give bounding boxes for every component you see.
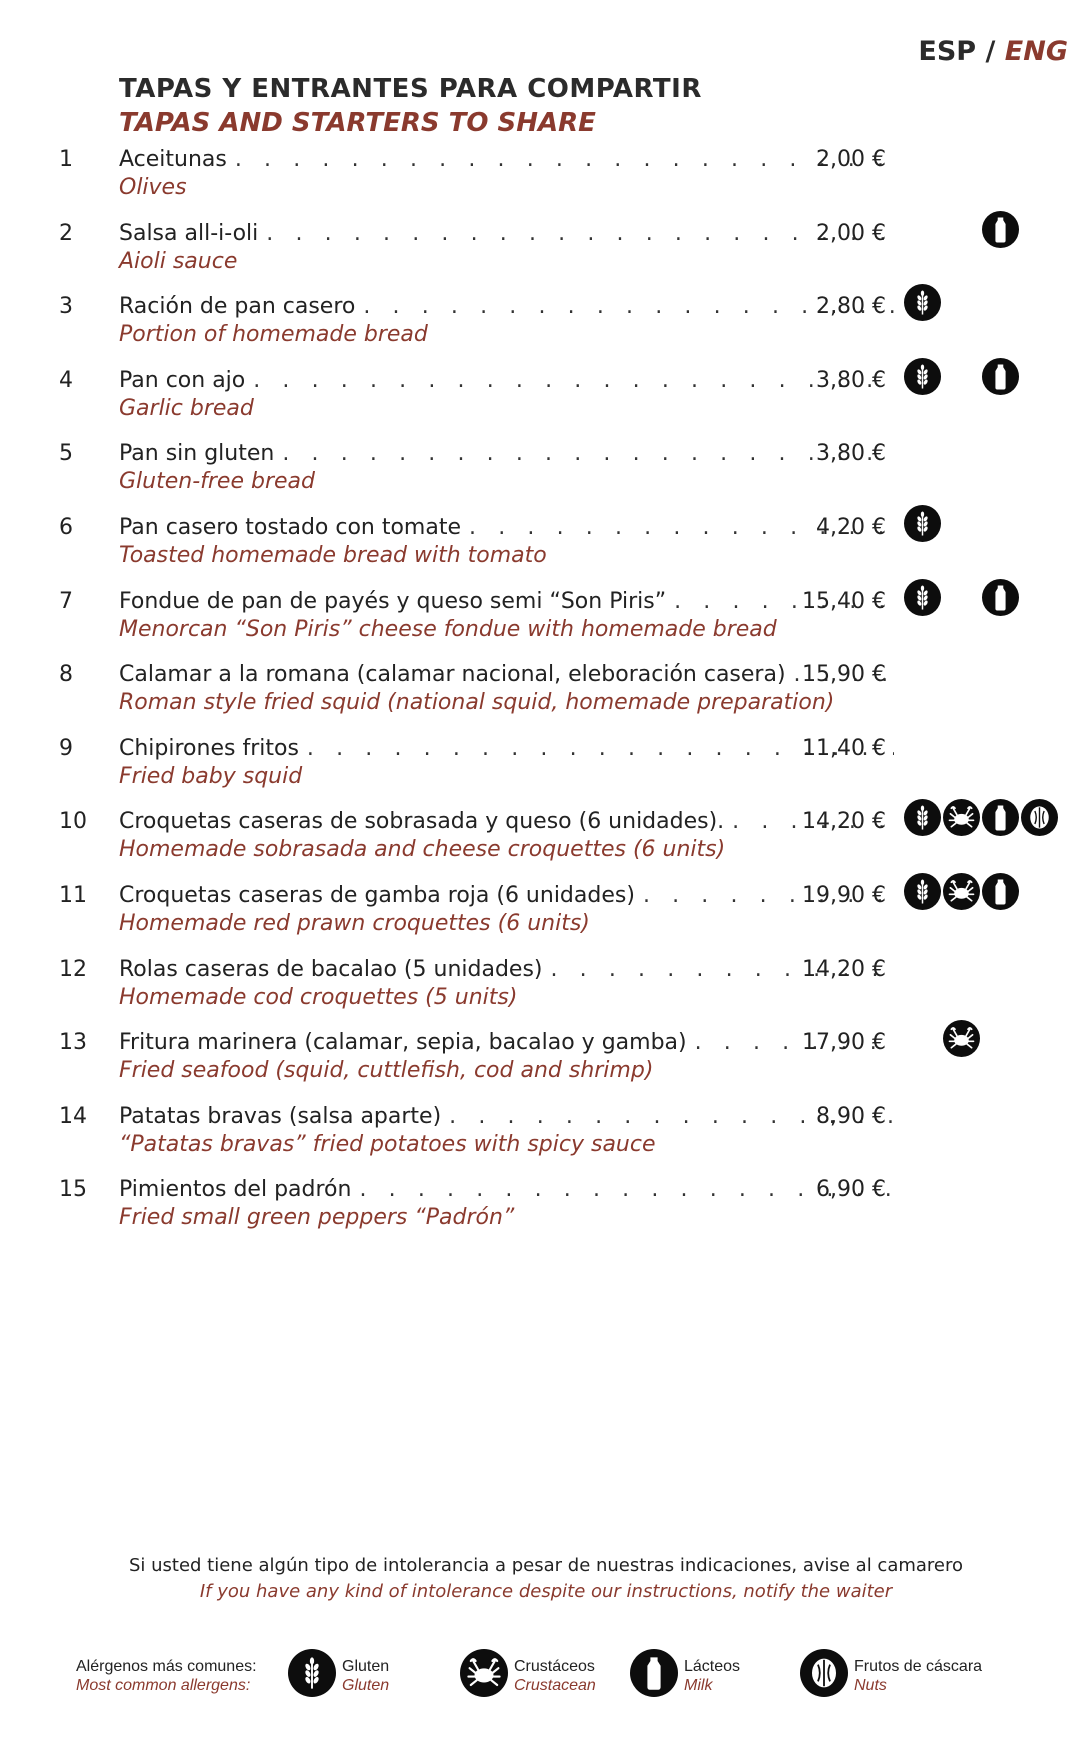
item-name-row bbox=[119, 147, 894, 172]
item-name-row bbox=[119, 957, 894, 982]
language-switch bbox=[918, 36, 1068, 67]
menu-item bbox=[0, 1177, 1092, 1247]
item-translation: Roman style fried squid (national squid, homemade preparation) bbox=[119, 690, 835, 716]
menu-item bbox=[0, 589, 1092, 659]
item-price: 11,40 € bbox=[802, 735, 886, 761]
item-translation: Toasted homemade bread with tomato bbox=[119, 543, 547, 568]
gluten-icon bbox=[904, 873, 941, 910]
lang-separator: / bbox=[985, 36, 996, 67]
item-name-row bbox=[119, 809, 894, 834]
menu-item bbox=[0, 221, 1092, 291]
legend-crustacean-es: Crustáceos bbox=[514, 1658, 595, 1675]
item-name: Aceitunas bbox=[119, 147, 227, 172]
item-allergens bbox=[904, 579, 1064, 619]
lang-esp[interactable]: ESP bbox=[918, 36, 977, 67]
menu-item bbox=[0, 809, 1092, 879]
item-name-row bbox=[119, 589, 894, 614]
menu-item bbox=[0, 883, 1092, 953]
milk-icon bbox=[982, 799, 1019, 836]
item-translation: “Patatas bravas” fried potatoes with spicy sauce bbox=[119, 1131, 656, 1157]
menu-item bbox=[0, 1030, 1092, 1100]
item-number: 9 bbox=[59, 735, 73, 761]
menu-item bbox=[0, 736, 1092, 806]
item-translation: Fried baby squid bbox=[119, 763, 303, 789]
item-name-row bbox=[119, 1177, 894, 1202]
item-name: Rolas caseras de bacalao (5 unidades) bbox=[119, 956, 543, 982]
legend-crustacean-en: Crustacean bbox=[514, 1677, 596, 1694]
item-name-row bbox=[119, 221, 894, 246]
milk-icon bbox=[982, 873, 1019, 910]
allergen-legend bbox=[0, 1649, 1092, 1699]
item-price: 2,80 € bbox=[816, 294, 886, 320]
crustacean-icon bbox=[943, 1020, 980, 1057]
item-name: Ración de pan casero bbox=[119, 294, 356, 320]
legend-gluten-en: Gluten bbox=[342, 1677, 390, 1694]
item-translation: Fried seafood (squid, cuttlefish, cod and shrimp) bbox=[119, 1058, 654, 1084]
menu-item bbox=[0, 294, 1092, 364]
item-price: 6,90 € bbox=[816, 1177, 886, 1203]
section-title-en: TAPAS AND STARTERS TO SHARE bbox=[119, 108, 596, 138]
item-number: 1 bbox=[59, 147, 73, 172]
gluten-icon bbox=[904, 284, 941, 321]
item-price: 2,00 € bbox=[816, 220, 886, 246]
item-allergens bbox=[904, 1020, 1064, 1060]
gluten-icon bbox=[904, 505, 941, 542]
item-name-row bbox=[119, 1030, 894, 1055]
item-name-row bbox=[119, 294, 894, 319]
item-translation: Homemade red prawn croquettes (6 units) bbox=[119, 911, 590, 936]
legend-milk-es: Lácteos bbox=[684, 1658, 741, 1675]
item-name: Pan sin gluten bbox=[119, 441, 275, 467]
item-translation: Aioli sauce bbox=[119, 248, 238, 274]
menu-item bbox=[0, 1104, 1092, 1174]
gluten-icon bbox=[288, 1649, 336, 1697]
gluten-icon bbox=[904, 358, 941, 395]
item-number: 7 bbox=[59, 588, 73, 614]
item-name: Croquetas caseras de gamba roja (6 unidades) bbox=[119, 883, 635, 908]
item-name: Fondue de pan de payés y queso semi “Son Piris” bbox=[119, 588, 667, 614]
item-name-row bbox=[119, 1104, 894, 1129]
item-translation: Garlic bread bbox=[119, 395, 254, 421]
item-name-row bbox=[119, 662, 894, 687]
legend-nuts-en: Nuts bbox=[854, 1677, 887, 1694]
legend-gluten-es: Gluten bbox=[342, 1658, 390, 1675]
milk-icon bbox=[982, 211, 1019, 248]
item-name-row bbox=[119, 883, 894, 908]
item-number: 5 bbox=[59, 441, 73, 467]
item-price: 15,90 € bbox=[802, 662, 886, 688]
nuts-icon bbox=[1021, 799, 1058, 836]
item-number: 2 bbox=[59, 220, 73, 246]
note-es: Si usted tiene algún tipo de intolerancia a pesar de nuestras indicaciones, avise al camarero bbox=[128, 1555, 964, 1576]
item-allergens bbox=[904, 211, 1064, 251]
item-translation: Olives bbox=[119, 175, 187, 200]
item-price: 3,80 € bbox=[816, 367, 886, 393]
item-name: Pan casero tostado con tomate bbox=[119, 515, 462, 540]
legend-label-es: Alérgenos más comunes: bbox=[76, 1658, 257, 1675]
nuts-icon bbox=[800, 1649, 848, 1697]
item-price: 14,20 € bbox=[802, 809, 886, 835]
item-number: 11 bbox=[59, 883, 87, 908]
crustacean-icon bbox=[943, 799, 980, 836]
item-allergens bbox=[904, 284, 1064, 324]
item-name: Chipirones fritos bbox=[119, 735, 299, 761]
item-translation: Menorcan “Son Piris” cheese fondue with homemade bread bbox=[119, 616, 777, 642]
item-name: Pan con ajo bbox=[119, 367, 246, 393]
section-heading bbox=[119, 74, 702, 138]
item-price: 4,20 € bbox=[816, 515, 886, 540]
item-name-row bbox=[119, 515, 894, 540]
lang-eng[interactable]: ENG bbox=[1004, 36, 1068, 67]
item-translation: Homemade sobrasada and cheese croquettes (6 units) bbox=[119, 837, 726, 863]
item-allergens bbox=[904, 799, 1064, 839]
menu-item bbox=[0, 441, 1092, 511]
menu-item bbox=[0, 957, 1092, 1027]
item-name: Salsa all-i-oli bbox=[119, 220, 259, 246]
item-name: Fritura marinera (calamar, sepia, bacalao y gamba) bbox=[119, 1030, 687, 1056]
legend-milk-en: Milk bbox=[684, 1677, 713, 1694]
legend-nuts-es: Frutos de cáscara bbox=[854, 1658, 983, 1675]
note-en: If you have any kind of intolerance despite our instructions, notify the waiter bbox=[199, 1581, 893, 1602]
item-translation: Homemade cod croquettes (5 units) bbox=[119, 984, 518, 1010]
item-name-row bbox=[119, 441, 894, 466]
item-number: 4 bbox=[59, 367, 73, 393]
legend-label bbox=[76, 1657, 257, 1695]
item-translation: Gluten-free bread bbox=[119, 469, 315, 495]
item-allergens bbox=[904, 505, 1064, 545]
item-name: Croquetas caseras de sobrasada y queso (6 unidades). bbox=[119, 809, 725, 835]
item-price: 2,00 € bbox=[816, 147, 886, 172]
item-price: 14,20 € bbox=[802, 956, 886, 982]
crustacean-icon bbox=[460, 1649, 508, 1697]
item-number: 8 bbox=[59, 662, 73, 688]
item-name-row bbox=[119, 368, 894, 393]
item-name: Patatas bravas (salsa aparte) bbox=[119, 1103, 442, 1129]
item-number: 13 bbox=[59, 1030, 87, 1056]
item-number: 3 bbox=[59, 294, 73, 320]
item-name: Calamar a la romana (calamar nacional, eleboración casera) bbox=[119, 662, 786, 688]
gluten-icon bbox=[904, 579, 941, 616]
item-number: 12 bbox=[59, 956, 87, 982]
item-allergens bbox=[904, 358, 1064, 398]
item-translation: Fried small green peppers “Padrón” bbox=[119, 1205, 515, 1231]
legend-label-en: Most common allergens: bbox=[76, 1677, 251, 1694]
menu-item bbox=[0, 515, 1092, 585]
menu-item bbox=[0, 368, 1092, 438]
item-number: 6 bbox=[59, 515, 73, 540]
section-title-es: TAPAS Y ENTRANTES PARA COMPARTIR bbox=[119, 74, 702, 104]
intolerance-note bbox=[0, 1555, 1092, 1602]
item-price: 19,90 € bbox=[802, 883, 886, 908]
menu-item bbox=[0, 147, 1092, 217]
item-name: Pimientos del padrón bbox=[119, 1177, 352, 1203]
item-number: 10 bbox=[59, 809, 87, 835]
item-number: 14 bbox=[59, 1103, 87, 1129]
item-translation: Portion of homemade bread bbox=[119, 322, 428, 348]
crustacean-icon bbox=[943, 873, 980, 910]
item-number: 15 bbox=[59, 1177, 87, 1203]
item-name-row bbox=[119, 736, 894, 761]
gluten-icon bbox=[904, 799, 941, 836]
item-price: 3,80 € bbox=[816, 441, 886, 467]
menu-item bbox=[0, 662, 1092, 732]
item-price: 15,40 € bbox=[802, 588, 886, 614]
item-allergens bbox=[904, 873, 1064, 913]
milk-icon bbox=[982, 358, 1019, 395]
item-price: 17,90 € bbox=[802, 1030, 886, 1056]
item-price: 8,90 € bbox=[816, 1103, 886, 1129]
milk-icon bbox=[982, 579, 1019, 616]
milk-icon bbox=[630, 1649, 678, 1697]
